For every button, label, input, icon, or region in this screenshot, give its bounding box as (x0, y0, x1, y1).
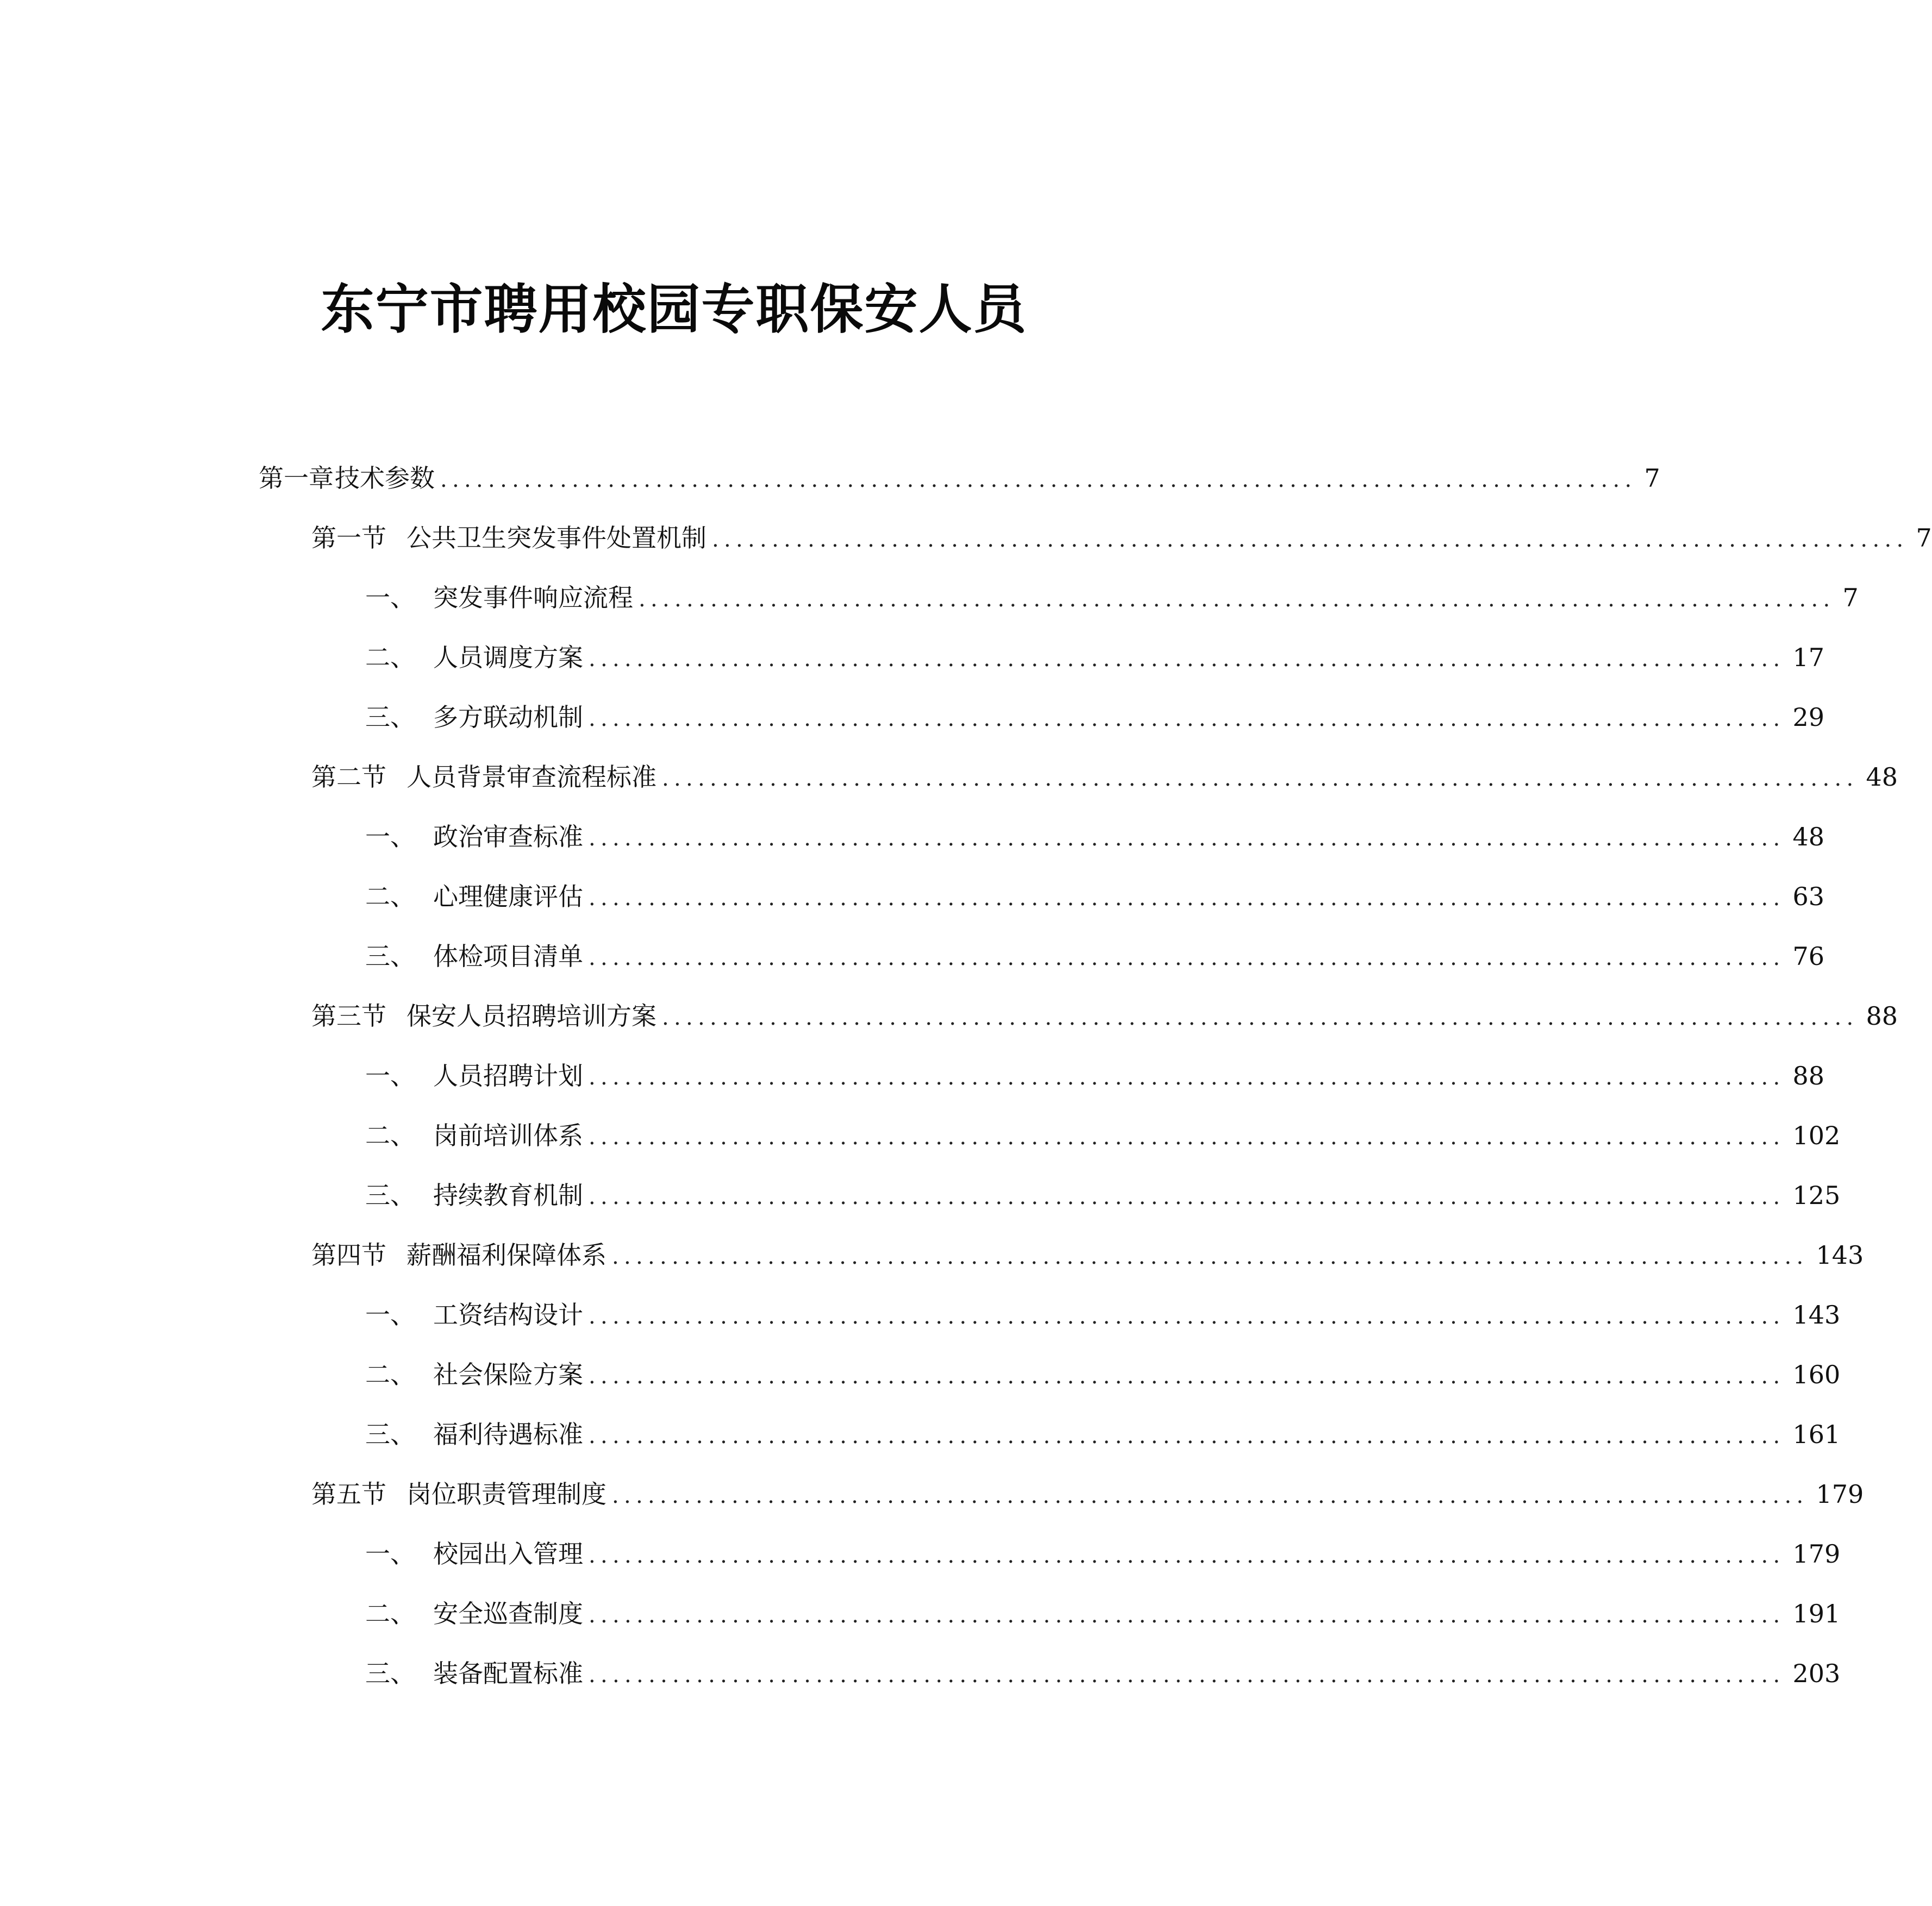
toc-entry-number: 一、 (365, 822, 415, 851)
dot-leader: .................................................................................................... (589, 1304, 1785, 1329)
toc-entry-number: 二、 (365, 882, 415, 911)
toc-entry[interactable] (311, 1475, 1864, 1513)
toc-entry-text: 社会保险方案 (433, 1360, 583, 1389)
toc-entry-number: 一、 (365, 1061, 415, 1090)
toc-entry-text: 技术参数 (335, 463, 435, 493)
toc-entry[interactable] (365, 877, 1825, 916)
toc-entry-number: 二、 (365, 1121, 415, 1150)
toc-entry[interactable] (365, 937, 1825, 975)
toc-entry[interactable] (259, 459, 1660, 497)
toc-entry-number: 第四节 (311, 1240, 386, 1270)
toc-entry-page: 29 (1792, 703, 1825, 732)
toc-entry-number: 三、 (365, 703, 415, 732)
toc-entry[interactable] (311, 1236, 1864, 1274)
dot-leader: .................................................................................................... (589, 647, 1785, 672)
toc-entry-text: 岗前培训体系 (433, 1121, 583, 1150)
toc-entry[interactable] (365, 818, 1825, 856)
toc-entry[interactable] (311, 519, 1932, 557)
toc-entry-number: 第五节 (311, 1479, 386, 1509)
toc-entry-text: 人员调度方案 (433, 643, 583, 672)
dot-leader: .................................................................................................... (589, 1065, 1785, 1090)
toc-entry-text: 政治审查标准 (433, 822, 583, 851)
toc-entry-text: 福利待遇标准 (433, 1420, 583, 1449)
toc-entry-number: 三、 (365, 942, 415, 971)
toc-entry[interactable] (365, 1595, 1841, 1633)
toc-entry-text: 岗位职责管理制度 (407, 1479, 607, 1509)
toc-entry-number: 二、 (365, 1599, 415, 1628)
toc-entry-page: 76 (1792, 942, 1825, 971)
toc-entry-text: 公共卫生突发事件处置机制 (407, 523, 706, 553)
dot-leader: .................................................................................................... (589, 706, 1785, 731)
toc-entry[interactable] (365, 1535, 1841, 1573)
toc-entry-number: 第三节 (311, 1001, 386, 1031)
toc-entry-number: 一、 (365, 1539, 415, 1569)
toc-entry[interactable] (365, 579, 1859, 617)
toc-entry-number: 第二节 (311, 762, 386, 792)
toc-entry[interactable] (311, 997, 1898, 1035)
toc-entry[interactable] (365, 1176, 1841, 1214)
dot-leader: .................................................................................................... (662, 766, 1859, 791)
toc-entry-page: 203 (1792, 1659, 1841, 1688)
dot-leader: .................................................................................................... (639, 587, 1835, 612)
dot-leader: .................................................................................................... (612, 1483, 1809, 1508)
toc-entry-text: 保安人员招聘培训方案 (407, 1001, 656, 1031)
dot-leader: .................................................................................................... (440, 467, 1637, 492)
toc-entry-text: 心理健康评估 (433, 882, 583, 911)
dot-leader: .................................................................................................... (589, 1184, 1785, 1209)
toc-entry-number: 三、 (365, 1181, 415, 1210)
toc-entry-page: 143 (1792, 1300, 1841, 1330)
toc-entry[interactable] (365, 1356, 1841, 1394)
toc-entry-page: 88 (1866, 1001, 1898, 1031)
toc-entry-page: 191 (1792, 1599, 1841, 1628)
dot-leader: .................................................................................................... (662, 1005, 1859, 1030)
toc-entry-number: 一、 (365, 1300, 415, 1330)
toc-entry-page: 48 (1792, 822, 1825, 851)
dot-leader: .................................................................................................... (589, 886, 1785, 911)
toc-entry-text: 持续教育机制 (433, 1181, 583, 1210)
toc-entry-text: 多方联动机制 (433, 703, 583, 732)
toc-entry-number: 二、 (365, 1360, 415, 1389)
toc-entry-text: 工资结构设计 (433, 1300, 583, 1330)
toc-entry-page: 160 (1792, 1360, 1841, 1389)
toc-entry-number: 三、 (365, 1420, 415, 1449)
toc-entry-page: 125 (1792, 1181, 1841, 1210)
dot-leader: .................................................................................................... (712, 527, 1909, 552)
dot-leader: .................................................................................................... (612, 1244, 1809, 1269)
dot-leader: .................................................................................................... (589, 1125, 1785, 1150)
dot-leader: .................................................................................................... (589, 1364, 1785, 1389)
toc-entry-number: 第一章 (259, 463, 334, 493)
document-title: 东宁市聘用校园专职保安人员 (321, 279, 1028, 341)
dot-leader: .................................................................................................... (589, 1424, 1785, 1449)
toc-entry-text: 人员背景审查流程标准 (407, 762, 656, 792)
toc-entry-page: 63 (1792, 882, 1825, 911)
toc-entry[interactable] (365, 1415, 1841, 1453)
dot-leader: .................................................................................................... (589, 1663, 1785, 1688)
toc-entry-page: 102 (1792, 1121, 1841, 1150)
dot-leader: .................................................................................................... (589, 945, 1785, 970)
toc-entry[interactable] (365, 1296, 1841, 1334)
toc-entry[interactable] (365, 1057, 1825, 1095)
toc-entry-page: 179 (1792, 1539, 1841, 1569)
toc-entry-page: 7 (1842, 583, 1859, 612)
toc-entry-number: 二、 (365, 643, 415, 672)
toc-entry[interactable] (311, 758, 1898, 796)
toc-entry-text: 薪酬福利保障体系 (407, 1240, 607, 1270)
toc-entry-page: 179 (1816, 1479, 1864, 1509)
toc-entry-text: 人员招聘计划 (433, 1061, 583, 1090)
toc-entry-page: 161 (1792, 1420, 1841, 1449)
toc-entry-page: 143 (1816, 1240, 1864, 1270)
toc-entry-text: 装备配置标准 (433, 1659, 583, 1688)
toc-entry-text: 突发事件响应流程 (433, 583, 633, 612)
toc-entry[interactable] (365, 1654, 1841, 1692)
toc-entry-page: 17 (1792, 643, 1825, 672)
toc-entry[interactable] (365, 698, 1825, 736)
toc-entry-number: 一、 (365, 583, 415, 612)
toc-entry[interactable] (365, 1117, 1841, 1155)
toc-entry-number: 三、 (365, 1659, 415, 1688)
toc-entry-page: 7 (1644, 463, 1660, 493)
dot-leader: .................................................................................................... (589, 1543, 1785, 1568)
toc-entry-page: 48 (1866, 762, 1898, 792)
toc-entry-text: 安全巡查制度 (433, 1599, 583, 1628)
toc-entry-text: 校园出入管理 (433, 1539, 583, 1569)
toc-entry-number: 第一节 (311, 523, 386, 553)
dot-leader: .................................................................................................... (589, 1603, 1785, 1628)
toc-entry-text: 体检项目清单 (433, 942, 583, 971)
toc-entry-page: 88 (1792, 1061, 1825, 1090)
dot-leader: .................................................................................................... (589, 826, 1785, 851)
toc-entry[interactable] (365, 638, 1825, 676)
toc-entry-page: 7 (1916, 523, 1932, 553)
